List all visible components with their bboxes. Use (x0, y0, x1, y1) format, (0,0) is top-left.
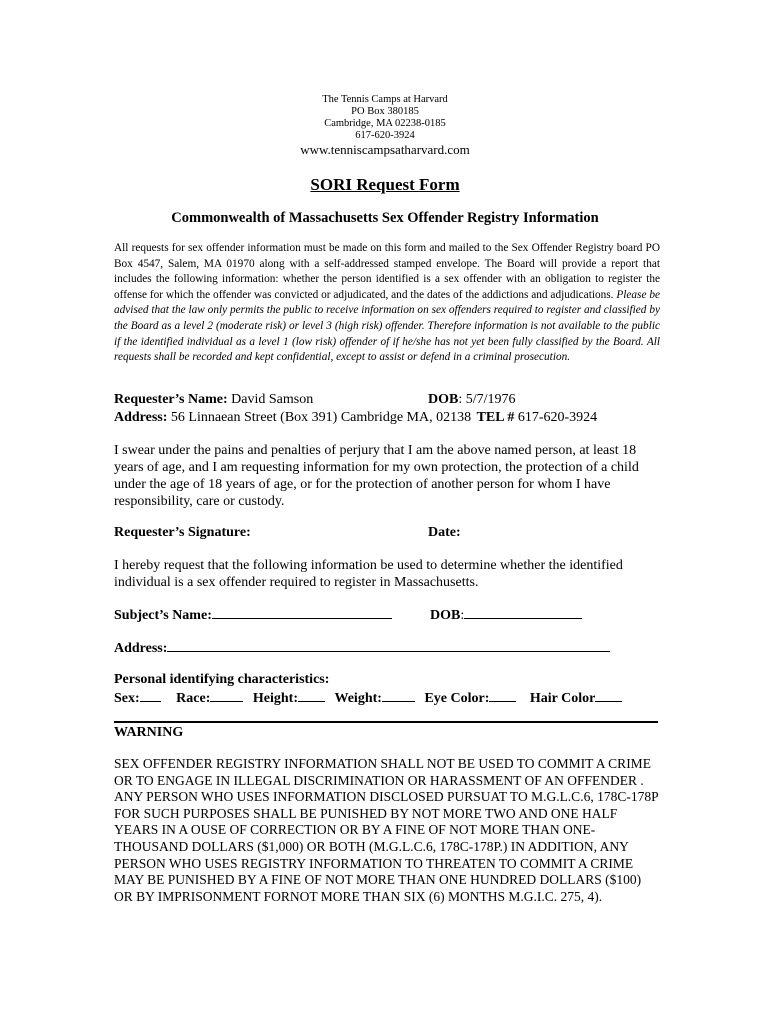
requester-tel-value: 617-620-3924 (517, 410, 598, 425)
requester-address-row (114, 410, 597, 426)
sex-field[interactable] (140, 689, 161, 702)
section-divider (114, 721, 658, 723)
subject-dob-colon: : (460, 608, 465, 623)
header-website: www.tenniscampsatharvard.com (300, 142, 470, 157)
requester-name-label: Requester’s Name: (114, 392, 228, 407)
sex-label: Sex: (114, 691, 140, 706)
intro-italic-text: Please be advised that the law only permits the public to receive information on sex offenders required to register and classified by the Board as a level 2 (moderate risk) or level 3 (high risk) offender. Therefore information is not available to the public if the identified individual as a level 1 (low risk) offender of if he/she has not yet been fully classified by the Board. All requests shall be recorded and kept confidential, except to assist or defend in a criminal prosecution. (114, 288, 660, 364)
intro-plain-text: All requests for sex offender information must be made on this form and mailed to the Sex Offender Registry board PO Box 4547, Salem, MA 01970 along with a self-addressed stamped envelope. The Board will provide a report that includes the following information: whether the person identified is a sex offender with an obligation to register the offense for which the offender was convicted or adjudicated, and the dates of the addictions and adjudications. (114, 242, 660, 301)
date-label: Date: (428, 525, 461, 540)
eye-color-field[interactable] (489, 689, 516, 702)
warning-heading: WARNING (114, 725, 184, 740)
header-pobox: PO Box 380185 (351, 106, 419, 117)
header-phone: 617-620-3924 (355, 130, 415, 141)
subject-name-label: Subject’s Name: (114, 608, 212, 623)
intro-paragraph (114, 241, 660, 366)
requester-tel-label: TEL # (476, 410, 515, 425)
form-subtitle: Commonwealth of Massachusetts Sex Offender Registry Information (171, 210, 599, 226)
header-org: The Tennis Camps at Harvard (322, 94, 448, 105)
weight-field[interactable] (382, 689, 415, 702)
subject-name-field[interactable] (212, 606, 392, 619)
requester-dob-label: DOB (428, 392, 459, 407)
requester-name-value: David Samson (231, 392, 314, 407)
requester-dob-row (428, 392, 516, 408)
eye-color-label: Eye Color: (424, 691, 490, 706)
form-title: SORI Request Form (310, 175, 460, 194)
race-field[interactable] (210, 689, 243, 702)
height-field[interactable] (298, 689, 325, 702)
oath-paragraph: I swear under the pains and penalties of perjury that I am the above named person, at least 18 years of age, and I am requesting information for my own protection, the protection of a child under the age of 18 years of age, or for the protection of another person for whom I have responsibility, care or custody. (114, 443, 639, 509)
requester-dob-value: : 5/7/1976 (458, 392, 516, 407)
requester-name-row (114, 392, 313, 408)
characteristics-row (114, 689, 622, 707)
race-label: Race: (176, 691, 211, 706)
subject-dob-field[interactable] (464, 606, 582, 619)
subject-address-field[interactable] (167, 639, 610, 652)
signature-label: Requester’s Signature: (114, 525, 251, 540)
request-statement: I hereby request that the following information be used to determine whether the identified individual is a sex offender required to register in Massachusetts. (114, 558, 623, 590)
hair-color-label: Hair Color (529, 691, 596, 706)
weight-label: Weight: (334, 691, 382, 706)
requester-address-value: 56 Linnaean Street (Box 391) Cambridge MA, 02138 (170, 410, 472, 425)
subject-name-row (114, 606, 392, 624)
header-city: Cambridge, MA 02238-0185 (324, 118, 446, 129)
subject-dob-row (430, 606, 582, 624)
height-label: Height: (252, 691, 298, 706)
requester-address-label: Address: (114, 410, 168, 425)
subject-address-label: Address: (114, 641, 168, 656)
subject-address-row (114, 639, 610, 657)
warning-text: SEX OFFENDER REGISTRY INFORMATION SHALL NOT BE USED TO COMMIT A CRIME OR TO ENGAGE IN ILLEGAL DISCRIMINATION OR HARASSMENT OF AN OFFENDER . ANY PERSON WHO USES INFORMATION DISCLOSED PURSUAT TO M.G.L.C.6, 178C-178P FOR SUCH PURPOSES SHALL BE PUNISHED BY NOT MORE TWO AND ONE HALF YEARS IN A OUSE OF CORRECTION OR BY A FINE OF NOT MORE THAN ONE-THOUSAND DOLLARS ($1,000) OR BOTH (M.G.L.C.6, 178C-178P.) IN ADDITION, ANY PERSON WHO USES REGISTRY INFORMATION TO THREATEN TO COMMIT A CRIME MAY BE PUNISHED BY A FINE OF NOT MORE THAN ONE HUNDRED DOLLARS ($100) OR BY IMPRISONMENT FORNOT MORE THAN SIX (6) MONTHS M.G.I.C. 275, 4). (114, 756, 659, 904)
characteristics-heading: Personal identifying characteristics: (114, 672, 330, 687)
subject-dob-label: DOB (430, 608, 461, 623)
hair-color-field[interactable] (595, 689, 622, 702)
